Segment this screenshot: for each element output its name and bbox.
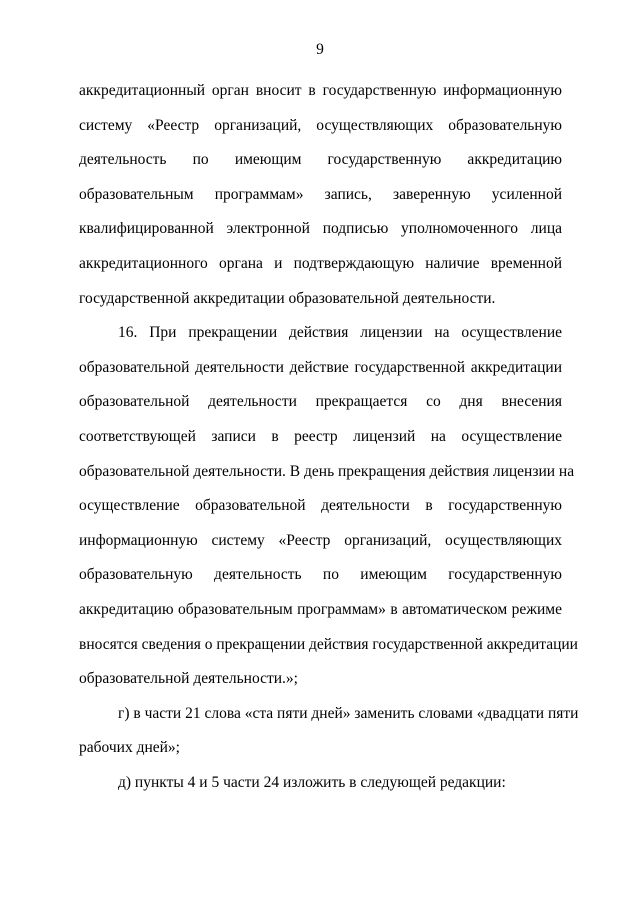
paragraph-item-16 bbox=[79, 316, 578, 697]
text-line: образовательной деятельности. В день прекращения действия лицензии на bbox=[79, 462, 575, 480]
text-line: деятельность по имеющим государственную аккредитацию bbox=[79, 151, 562, 169]
text-line: аккредитационный орган вносит в государственную информационную bbox=[79, 82, 562, 99]
text-line: образовательным программам» запись, заверенную усиленной bbox=[79, 185, 562, 203]
text-line: квалифицированной электронной подписью уполномоченного лица bbox=[79, 220, 562, 238]
text-line: д) пункты 4 и 5 части 24 изложить в следующей редакции: bbox=[118, 773, 506, 791]
text-line: информационную систему «Реестр организаций, осуществляющих bbox=[79, 531, 562, 549]
paragraph-accreditation-registry bbox=[79, 74, 562, 316]
text-line: аккредитацию образовательным программам» в автоматическом режиме bbox=[79, 600, 562, 618]
document-body bbox=[79, 74, 579, 800]
text-line: образовательной деятельности.»; bbox=[79, 670, 298, 688]
paragraph-subitem-g bbox=[79, 697, 579, 766]
text-line: систему «Реестр организаций, осуществляющих образовательную bbox=[79, 116, 562, 134]
page-number: 9 bbox=[316, 41, 324, 58]
text-line: образовательной деятельности прекращается со дня внесения bbox=[79, 393, 562, 411]
text-line: г) в части 21 слова «ста пяти дней» заменить словами «двадцати пяти bbox=[118, 704, 579, 722]
text-line: соответствующей записи в реестр лицензий на осуществление bbox=[79, 427, 562, 445]
text-line: образовательной деятельности действие государственной аккредитации bbox=[79, 358, 562, 376]
text-line: рабочих дней»; bbox=[79, 739, 180, 757]
text-line: государственной аккредитации образовательной деятельности. bbox=[79, 289, 496, 307]
text-line: вносятся сведения о прекращении действия государственной аккредитации bbox=[79, 635, 578, 653]
text-line: осуществление образовательной деятельности в государственную bbox=[79, 497, 562, 515]
text-line: аккредитационного органа и подтверждающую наличие временной bbox=[79, 254, 562, 272]
text-line: 16. При прекращении действия лицензии на осуществление bbox=[118, 324, 562, 342]
text-line: образовательную деятельность по имеющим государственную bbox=[79, 566, 562, 584]
paragraph-subitem-d bbox=[79, 766, 562, 801]
